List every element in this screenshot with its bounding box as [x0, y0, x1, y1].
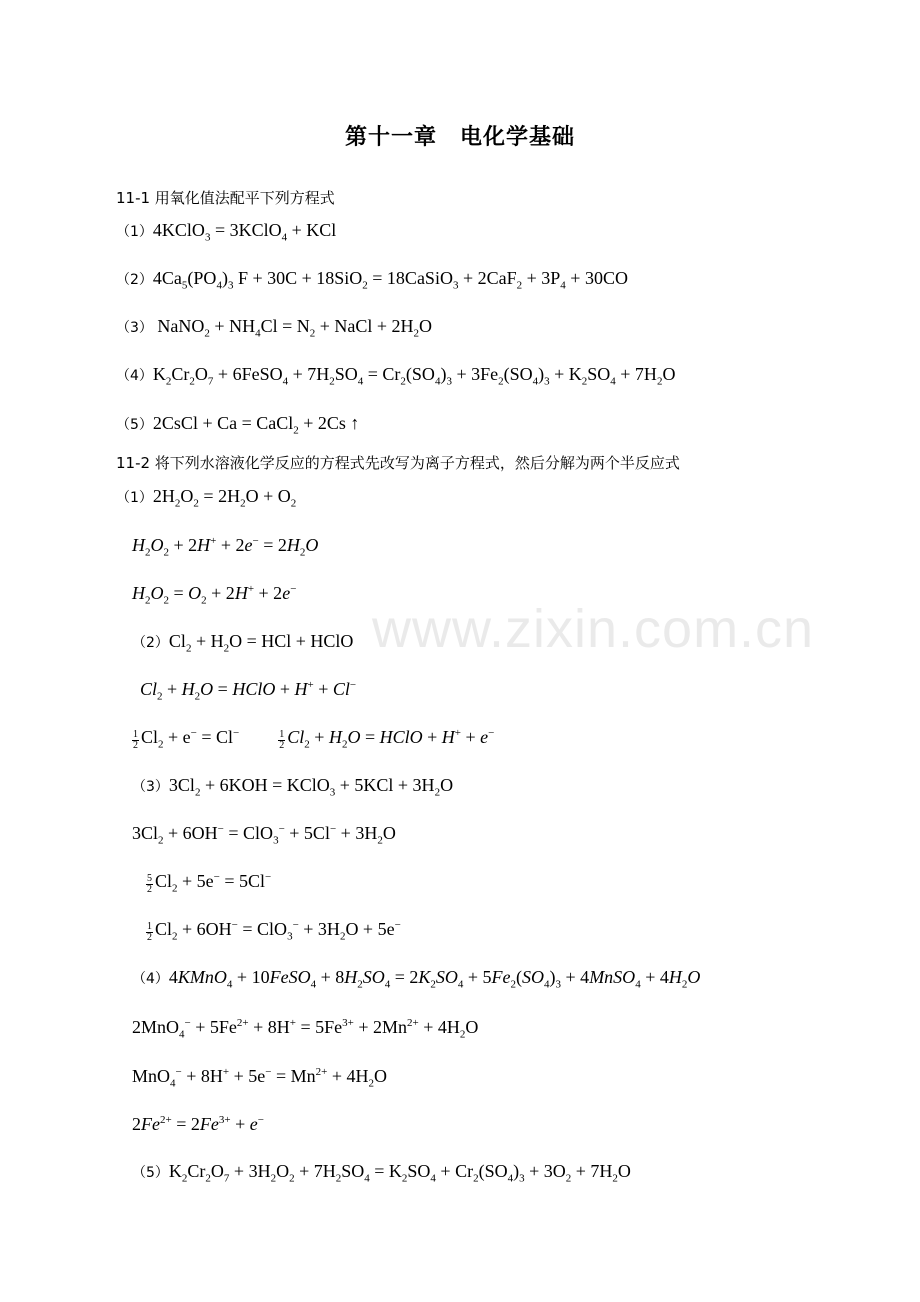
- fraction: $\frac{5}{2}$: [147, 873, 152, 895]
- item-label: （4）: [116, 368, 153, 384]
- item-label: （3）: [132, 779, 169, 795]
- item-label: （5）: [132, 1165, 169, 1181]
- equation-11-1-1: （1）4KClO$_3$ = 3KClO$_4$ + KCl: [116, 220, 337, 244]
- equation-11-2-5: $(5)K_2Cr_2O_7 + 3H_2O_2 + 7H_2SO_4 = K_2SO_4 + Cr_2(SO_4)_3 + 3O_2 + 7H_2O$: [132, 1161, 631, 1185]
- item-label: （2）: [116, 272, 153, 288]
- half-reaction-1b: $H_2O_2 = O_2 + 2H^+ + 2e^-$: [132, 583, 297, 607]
- equation-11-1-5: （5）2CsCl + Ca = CaCl$_2$ + 2Cs ↑: [116, 413, 360, 437]
- ionic-equation-3: $3Cl_2 + 6OH^- = ClO_3^- + 5Cl^- + 3H_2O$: [132, 823, 396, 847]
- item-label: （2）: [132, 635, 169, 651]
- equation-11-1-2: $(2)4Ca_5(PO_4)_3$ F + 30C + 18SiO$_2$ = 18CaSiO$_3$ + $2CaF_2 + 3P_4 + 30CO$: [116, 268, 628, 292]
- half-reaction-4a: $MnO_4^- + 8H^+ + 5e^- = Mn^{2+} + 4H_2O$: [132, 1066, 387, 1090]
- item-label: （5）: [116, 417, 153, 433]
- equation-11-2-2: $(2)Cl_2 + H_2O$ = HCl + HClO: [132, 631, 354, 655]
- half-reaction-3a: $\frac{5}{2}$ $Cl_2 + 5e^- = 5Cl^-$: [147, 871, 272, 895]
- equation-11-2-3: $(3)3Cl_2 + 6KOH$ = KClO$_3$ + $5KCl + 3H_2O$: [132, 775, 454, 799]
- equation-11-2-1: $(1)2H_2O_2 = 2H_2O + O_2$: [116, 486, 297, 510]
- fraction: $\frac{1}{2}$: [147, 921, 152, 943]
- equation-11-1-4: $(4)K_2Cr_2O_7$ + 6FeSO$_4$ + $7H_2SO_4 = Cr_2(SO_4)_3 + 3Fe_2(SO_4)_3 + K_2SO_4 + 7H_2O$: [116, 364, 676, 388]
- ionic-equation-2: $Cl_2 + H_2O$ = HClO + H+ + Cl−: [140, 679, 357, 703]
- item-label: （1）: [116, 490, 153, 506]
- ionic-equation-4: $2MnO_4^- + 5Fe^{2+} + 8H^+ = 5Fe^{3+} + 2Mn^{2+} + 4H_2O$: [132, 1017, 479, 1041]
- half-reaction-1a: $H_2O_2 + 2H^+ + 2e^- = 2H_2O$: [132, 535, 319, 559]
- item-label: （3）: [116, 320, 153, 336]
- half-reaction-3b: $\frac{1}{2}$ $Cl_2 + 6OH^- = ClO_3^- + 3H_2O + 5e^-$: [147, 919, 401, 943]
- item-label: （1）: [116, 224, 153, 240]
- equation-11-2-4: （4）4KMnO$_4$ + 10FeSO$_4$ + $8H_2SO_4 = 2K_2SO_4 + 5Fe_2(SO_4)_3$ + 4MnSO$_4$ + $4H_2O$: [132, 967, 701, 991]
- section-heading-11-2: 11-2 将下列水溶液化学反应的方程式先改写为离子方程式，然后分解为两个半反应式: [116, 454, 680, 472]
- watermark: www.zixin.com.cn: [372, 599, 815, 659]
- fraction: $\frac{1}{2}$: [133, 729, 138, 751]
- fraction: $\frac{1}{2}$: [279, 729, 285, 751]
- half-reactions-2: $\frac{1}{2}$ $Cl_2 + e^- = Cl^-$ $\frac{1}{2}$ $Cl_2 + H_2O$ = HClO + H+ + e−: [133, 727, 495, 751]
- item-label: （4）: [132, 971, 169, 987]
- equation-11-1-3: （3） NaNO$_2$ + $NH_4Cl = N_2$ + NaCl + $2H_2O$: [116, 316, 433, 340]
- section-heading-11-1: 11-1 用氧化值法配平下列方程式: [116, 189, 335, 207]
- page-title: 第十一章 电化学基础: [344, 125, 575, 150]
- half-reaction-4b: $2Fe^{2+} = 2Fe^{3+} + e^-$: [132, 1114, 264, 1134]
